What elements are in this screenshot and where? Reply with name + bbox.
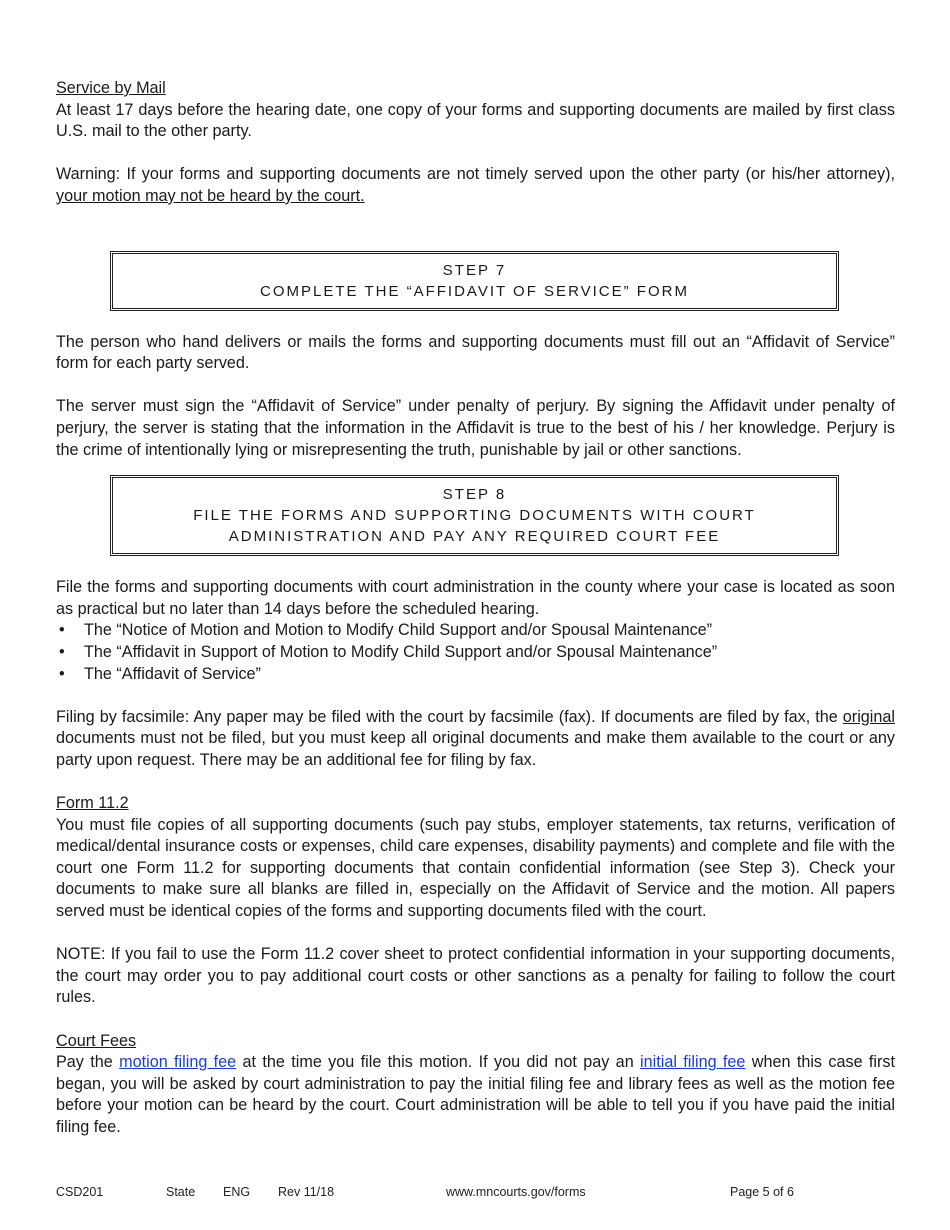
- warning-paragraph: [56, 164, 895, 207]
- fax-text-1: Filing by facsimile: Any paper may be filed with the court by facsimile (fax). If documents are filed by fax, the: [56, 707, 843, 726]
- step8-subtitle-2: ADMINISTRATION AND PAY ANY REQUIRED COURT FEE: [228, 528, 721, 546]
- step7-paragraph-1: The person who hand delivers or mails the forms and supporting documents must fill out an “Affidavit of Service” form for each party served.: [56, 332, 895, 373]
- list-item: • The “Notice of Motion and Motion to Modify Child Support and/or Spousal Maintenance”: [56, 620, 895, 642]
- warning-text: Warning: If your forms and supporting documents are not timely served upon the other party (or his/her attorney),: [56, 165, 895, 184]
- warning-underlined: your motion may not be heard by the court.: [56, 186, 365, 205]
- list-item: • The “Affidavit of Service”: [56, 664, 895, 686]
- footer-rev: Rev 11/18: [278, 1185, 335, 1199]
- step7-subtitle: COMPLETE THE “AFFIDAVIT OF SERVICE” FORM: [260, 282, 689, 300]
- note-paragraph: NOTE: If you fail to use the Form 11.2 cover sheet to protect confidential information in your supporting documents, the court may order you to pay additional court costs or other sanctions as a penalty for failing to follow the court rules.: [56, 945, 895, 1007]
- fax-paragraph: [56, 707, 895, 772]
- footer-lang: ENG: [223, 1185, 251, 1199]
- court-fees-text-1: Pay the: [56, 1053, 120, 1072]
- footer-state: State: [166, 1185, 196, 1199]
- footer-form-code: CSD201: [56, 1185, 104, 1199]
- step7-title: STEP 7: [442, 261, 507, 279]
- list-item: • The “Affidavit in Support of Motion to Modify Child Support and/or Spousal Maintenance”: [56, 642, 895, 664]
- court-fees-heading: Court Fees: [56, 1031, 137, 1050]
- motion-filing-fee-link[interactable]: motion filing fee: [119, 1053, 237, 1072]
- footer-url: www.mncourts.gov/forms: [446, 1185, 586, 1199]
- court-fees-text-2: at the time you file this motion. If you did not pay an: [236, 1053, 641, 1072]
- step8-bullet-list: [56, 620, 895, 685]
- form-11-2-heading: Form 11.2: [56, 794, 129, 813]
- form-11-2-section: [56, 793, 895, 923]
- footer-page-number: Page 5 of 6: [730, 1185, 794, 1199]
- fax-text-2: documents must not be filed, but you must keep all original documents and make them available to the court or any party upon request. There may be an additional fee for filing by fax.: [56, 729, 895, 769]
- fax-underlined: original: [842, 707, 895, 726]
- initial-filing-fee-link[interactable]: initial filing fee: [640, 1053, 746, 1072]
- form-11-2-text: You must file copies of all supporting documents (such pay stubs, employer statements, tax returns, verification of medical/dental insurance costs or expenses, child care expenses, disability payments) and complete and file with the court one Form 11.2 for supporting documents that contain confidential information (see Step 3). Check your documents to make sure all blanks are filled in, especially on the Affidavit of Service and the motion. All papers served must be identical copies of the forms and supporting documents filed with the court.: [56, 815, 895, 921]
- service-by-mail-text: At least 17 days before the hearing date, one copy of your forms and supporting documents are mailed by first class U.S. mail to the other party.: [56, 100, 895, 141]
- step8-box: [110, 475, 839, 556]
- document-page: [56, 78, 895, 1139]
- step8-title: STEP 8: [442, 486, 507, 504]
- service-by-mail-section: [56, 78, 895, 143]
- service-by-mail-heading: Service by Mail: [56, 79, 166, 97]
- step8-intro: File the forms and supporting documents with court administration in the county where your case is located as soon as practical but no later than 14 days before the scheduled hearing.: [56, 578, 895, 618]
- court-fees-text-3: when this case first began, you will be asked by court administration to pay the initial filing fee and library fees as well as the motion fee before your motion can be heard by the court. Court administration will be able to tell you if you have paid the initial filing fee.: [56, 1053, 895, 1136]
- court-fees-section: [56, 1031, 895, 1139]
- step8-subtitle-1: FILE THE FORMS AND SUPPORTING DOCUMENTS WITH COURT: [193, 507, 756, 525]
- step7-paragraph-2: The server must sign the “Affidavit of Service” under penalty of perjury. By signing the Affidavit under penalty of perjury, the server is stating that the information in the Affidavit is true to the best of his / her knowledge. Perjury is the crime of intentionally lying or misrepresenting the truth, punishable by jail or other sanctions.: [56, 397, 895, 459]
- step7-box: [110, 251, 839, 311]
